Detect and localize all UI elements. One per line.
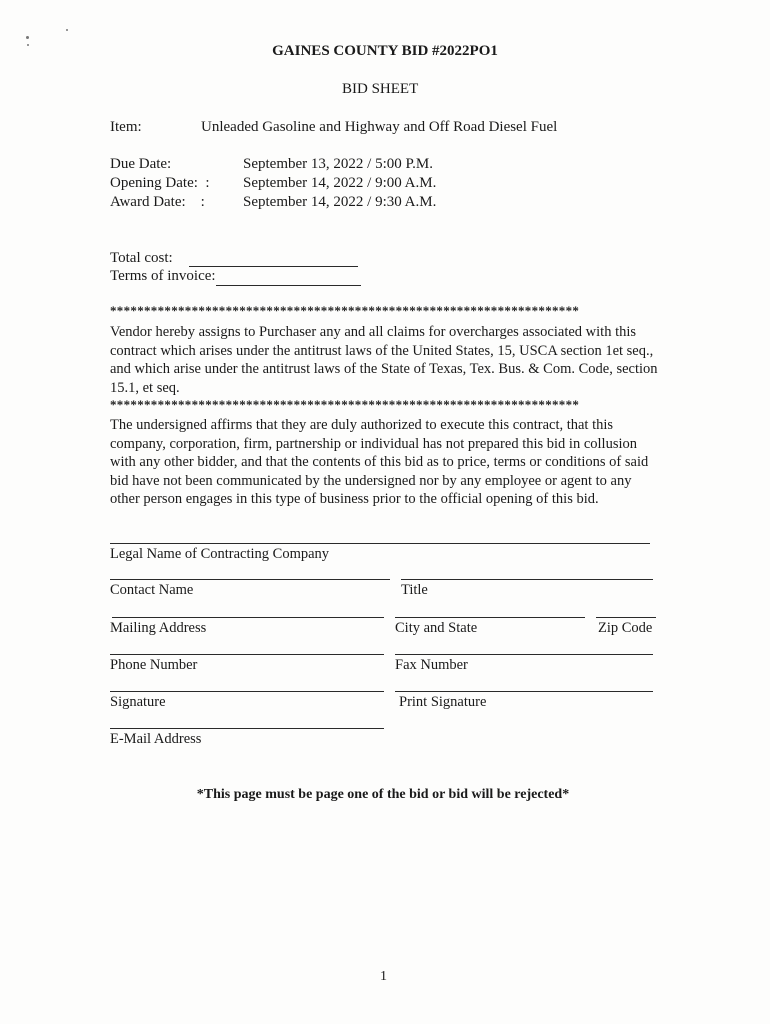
award-date-label: Award Date: : bbox=[110, 194, 205, 210]
title-label: Title bbox=[401, 582, 428, 598]
legal-name-label: Legal Name of Contracting Company bbox=[110, 546, 330, 562]
terms-of-invoice-line[interactable] bbox=[216, 285, 361, 286]
antitrust-clause: Vendor hereby assigns to Purchaser any and all claims for overcharges associated with this contract which arises under the antitrust laws of the United States, 15, USCA section 1et seq., and which arise under the antitrust laws of the State of Texas, Tex. Bus. & Com. Code, section 15.1, et seq. bbox=[110, 324, 658, 396]
opening-date-label: Opening Date: : bbox=[110, 175, 210, 191]
award-date-value: September 14, 2022 / 9:30 A.M. bbox=[243, 194, 437, 210]
scan-speck bbox=[26, 36, 29, 39]
legal-name-line[interactable] bbox=[110, 543, 650, 544]
scan-speck bbox=[66, 29, 68, 31]
signature-line[interactable] bbox=[110, 691, 384, 692]
asterisk-separator: ********************************************************************* bbox=[110, 397, 580, 412]
item-label: Item: bbox=[110, 119, 142, 135]
page-number: 1 bbox=[380, 969, 387, 984]
fax-number-label: Fax Number bbox=[395, 657, 468, 673]
affirmation-clause: The undersigned affirms that they are duly authorized to execute this contract, that this company, corporation, firm, partnership or individual has not prepared this bid in collusion with any other bidder, and that the contents of this bid as to price, terms or conditions of said bid have not been communicated by the undersigned nor by any employee or agent to any other person engages in this type of business prior to the official opening of this bid. bbox=[110, 417, 649, 508]
mailing-address-line[interactable] bbox=[112, 617, 384, 618]
phone-number-line[interactable] bbox=[110, 654, 384, 655]
email-line[interactable] bbox=[110, 728, 384, 729]
total-cost-label: Total cost: bbox=[110, 250, 173, 266]
print-signature-label: Print Signature bbox=[399, 694, 487, 710]
mailing-address-label: Mailing Address bbox=[110, 620, 207, 636]
page-subtitle: BID SHEET bbox=[342, 81, 419, 97]
city-state-label: City and State bbox=[395, 620, 478, 636]
total-cost-line[interactable] bbox=[189, 266, 358, 267]
due-date-value: September 13, 2022 / 5:00 P.M. bbox=[243, 156, 433, 172]
contact-name-line[interactable] bbox=[110, 579, 390, 580]
terms-of-invoice-label: Terms of invoice: bbox=[110, 268, 216, 284]
zip-code-label: Zip Code bbox=[598, 620, 653, 636]
asterisk-separator: ********************************************************************* bbox=[110, 303, 580, 318]
phone-number-label: Phone Number bbox=[110, 657, 198, 673]
city-state-line[interactable] bbox=[395, 617, 585, 618]
page-title: GAINES COUNTY BID #2022PO1 bbox=[272, 43, 498, 59]
print-signature-line[interactable] bbox=[395, 691, 653, 692]
opening-date-value: September 14, 2022 / 9:00 A.M. bbox=[243, 175, 437, 191]
email-label: E-Mail Address bbox=[110, 731, 202, 747]
rejection-notice: *This page must be page one of the bid or bid will be rejected* bbox=[196, 787, 570, 802]
fax-number-line[interactable] bbox=[395, 654, 653, 655]
due-date-label: Due Date: bbox=[110, 156, 172, 172]
signature-label: Signature bbox=[110, 694, 166, 710]
contact-name-label: Contact Name bbox=[110, 582, 194, 598]
item-value: Unleaded Gasoline and Highway and Off Road Diesel Fuel bbox=[201, 119, 558, 135]
title-line[interactable] bbox=[401, 579, 653, 580]
zip-code-line[interactable] bbox=[596, 617, 656, 618]
